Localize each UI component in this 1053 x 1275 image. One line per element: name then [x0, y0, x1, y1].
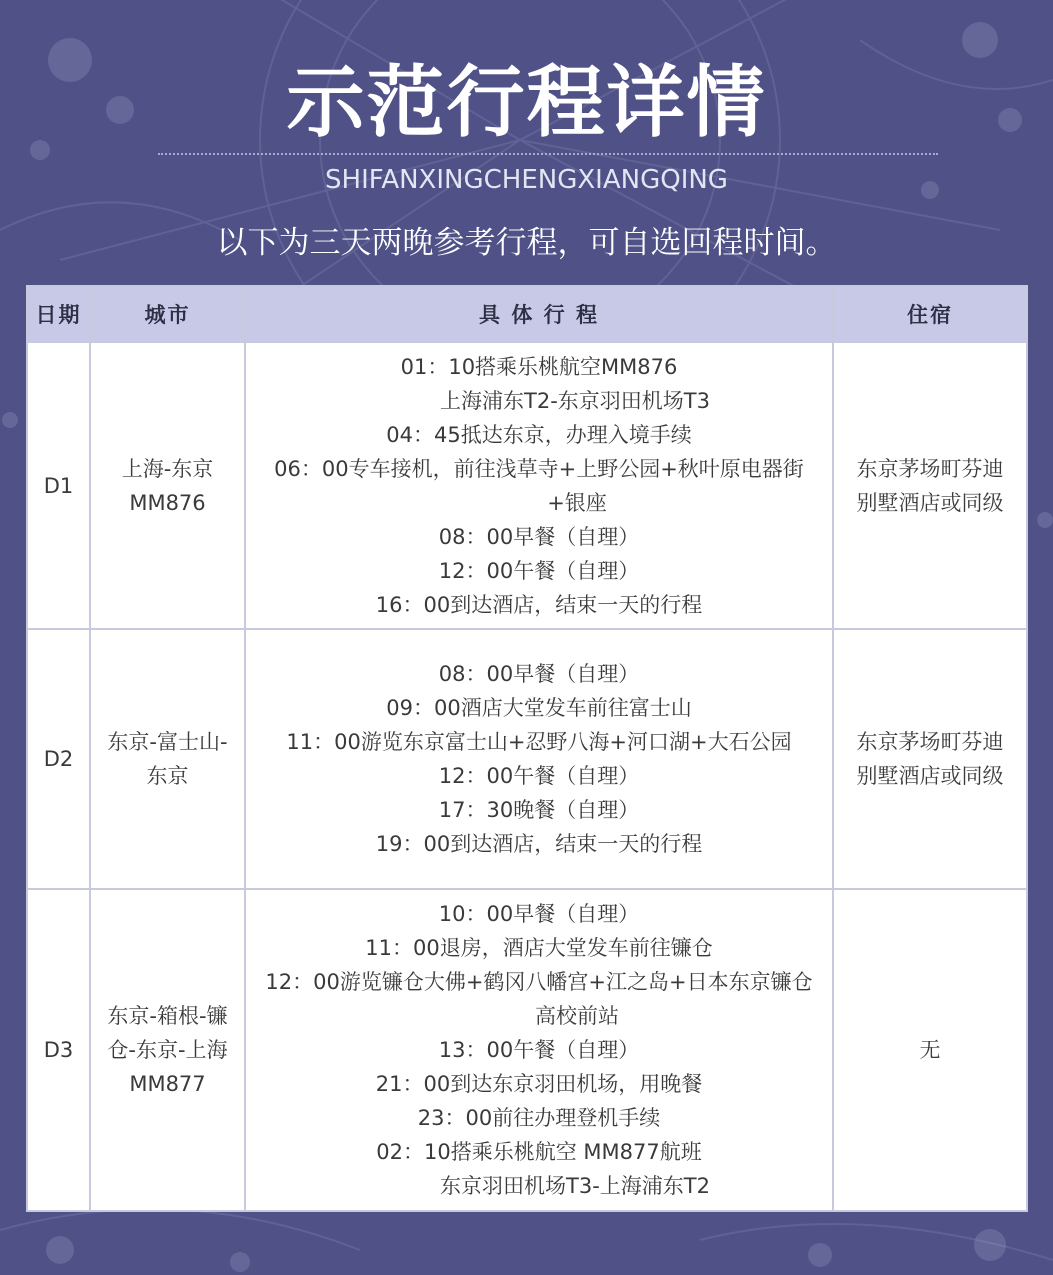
day-cell: D1	[27, 342, 90, 629]
header-date: 日期	[27, 286, 90, 342]
day-cell: D2	[27, 629, 90, 889]
schedule-line: 21：00到达东京羽田机场，用晚餐	[375, 1072, 703, 1096]
schedule-line: 17：30晚餐（自理）	[438, 798, 640, 822]
city-line: 东京	[146, 764, 189, 788]
schedule-line: 11：00游览东京富士山+忍野八海+河口湖+大石公园	[286, 730, 792, 754]
itinerary-table-container	[26, 285, 1026, 1210]
table-row	[27, 889, 1027, 1211]
schedule-line: 12：00游览镰仓大佛+鹤冈八幡宫+江之岛+日本东京镰仓	[265, 970, 813, 994]
schedule-line: 13：00午餐（自理）	[438, 1038, 640, 1062]
table-row	[27, 629, 1027, 889]
schedule-cell	[245, 342, 833, 629]
schedule-line: 04：45抵达东京，办理入境手续	[386, 422, 692, 447]
schedule-line: 上海浦东T2-东京羽田机场T3	[440, 388, 710, 413]
schedule-line: 06：00专车接机，前往浅草寺+上野公园+秋叶原电器街	[274, 456, 804, 481]
stay-cell	[833, 629, 1027, 889]
stay-line: 别墅酒店或同级	[856, 764, 1004, 788]
city-line: MM877	[129, 1072, 206, 1096]
stay-line: 东京茅场町芬迪	[856, 730, 1004, 754]
day-cell: D3	[27, 889, 90, 1211]
schedule-line: +银座	[547, 490, 607, 515]
title-divider	[158, 153, 938, 155]
stay-cell	[833, 342, 1027, 629]
schedule-line: 23：00前往办理登机手续	[417, 1106, 661, 1130]
city-cell	[90, 629, 245, 889]
schedule-line: 10：00早餐（自理）	[438, 902, 640, 926]
stay-line: 别墅酒店或同级	[856, 490, 1004, 515]
schedule-line: 12：00午餐（自理）	[438, 558, 640, 583]
schedule-line: 16：00到达酒店，结束一天的行程	[375, 592, 703, 617]
schedule-line: 08：00早餐（自理）	[438, 662, 640, 686]
stay-line: 无	[919, 1038, 941, 1062]
schedule-line: 东京羽田机场T3-上海浦东T2	[440, 1174, 710, 1198]
table-header-row	[27, 286, 1027, 342]
schedule-line: 08：00早餐（自理）	[438, 524, 640, 549]
schedule-line: 19：00到达酒店，结束一天的行程	[375, 832, 703, 856]
schedule-cell	[245, 889, 833, 1211]
city-line: 仓-东京-上海	[107, 1038, 228, 1062]
header-schedule: 具 体 行 程	[245, 286, 833, 342]
city-line: 东京-箱根-镰	[107, 1004, 228, 1028]
header-city: 城市	[90, 286, 245, 342]
schedule-line: 11：00退房，酒店大堂发车前往镰仓	[365, 936, 713, 960]
itinerary-table	[26, 285, 1028, 1212]
schedule-line: 高校前站	[535, 1004, 619, 1028]
stay-cell	[833, 889, 1027, 1211]
page-subtitle: 以下为三天两晚参考行程，可自选回程时间。	[216, 225, 837, 261]
schedule-line: 02：10搭乘乐桃航空 MM877航班	[376, 1140, 702, 1164]
city-line: MM876	[129, 490, 206, 515]
table-row	[27, 342, 1027, 629]
city-cell	[90, 342, 245, 629]
header-stay: 住宿	[833, 286, 1027, 342]
schedule-line: 12：00午餐（自理）	[438, 764, 640, 788]
city-cell	[90, 889, 245, 1211]
page-title: 示范行程详情	[286, 58, 767, 148]
schedule-cell	[245, 629, 833, 889]
city-line: 上海-东京	[121, 456, 214, 481]
schedule-line: 09：00酒店大堂发车前往富士山	[386, 696, 692, 720]
stay-line: 东京茅场町芬迪	[856, 456, 1004, 481]
schedule-line: 01：10搭乘乐桃航空MM876	[400, 354, 678, 379]
city-line: 东京-富士山-	[107, 730, 228, 754]
page-title-pinyin: SHIFANXINGCHENGXIANGQING	[325, 165, 728, 195]
